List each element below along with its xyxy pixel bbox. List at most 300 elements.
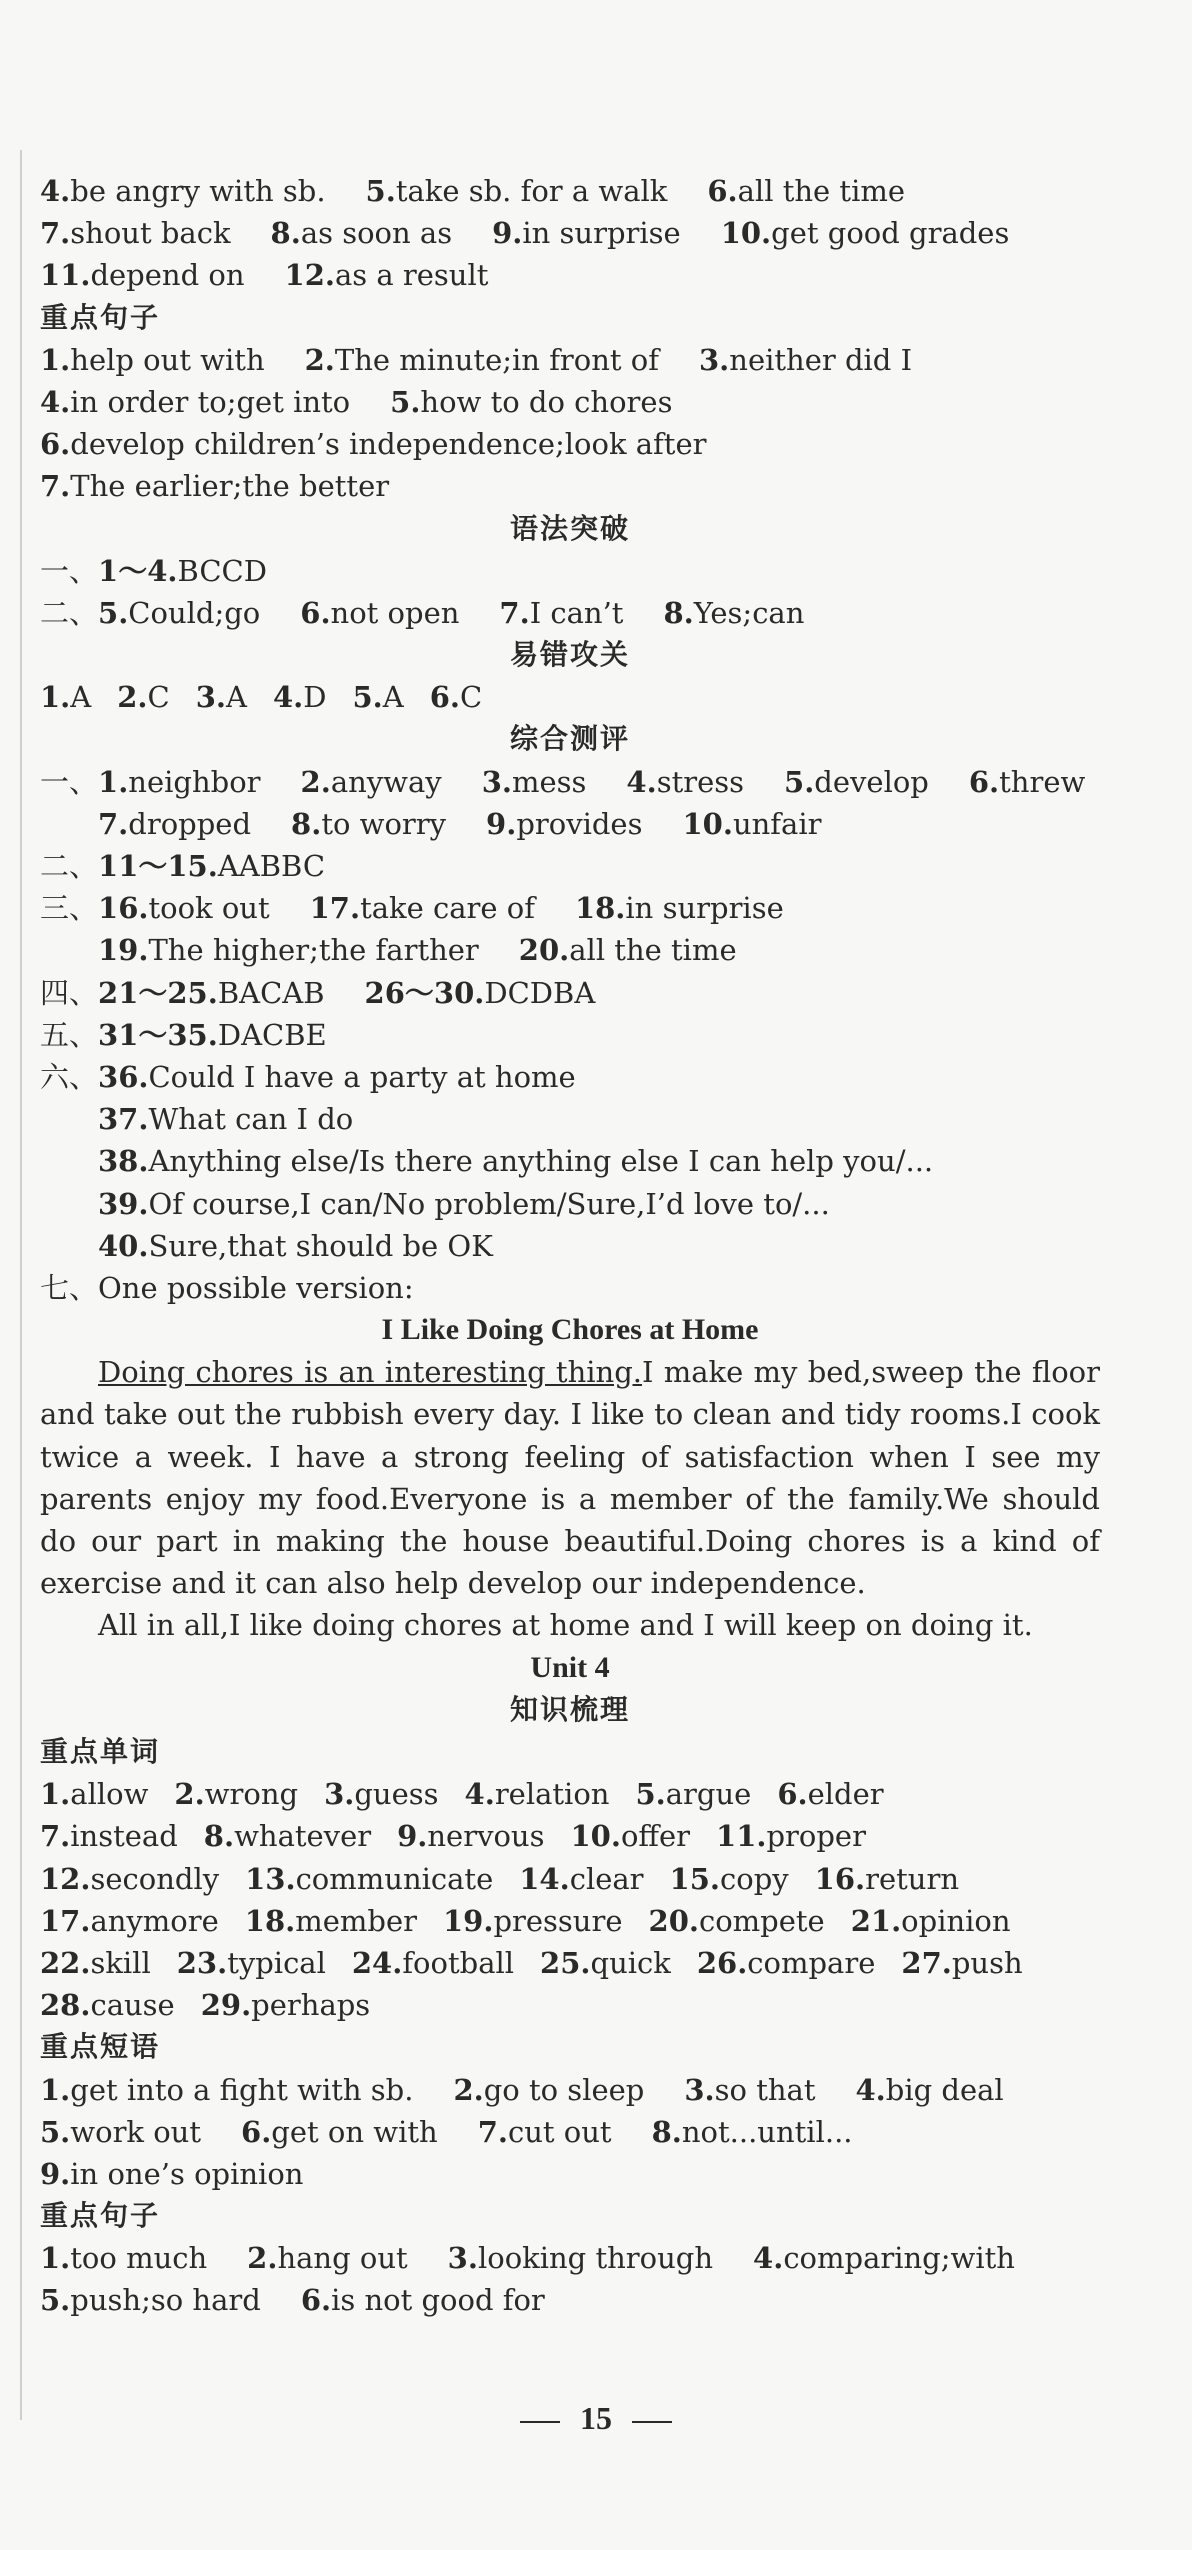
item-text: mess <box>511 764 587 799</box>
answer-line <box>40 1815 1100 1857</box>
item-text: AABBC <box>217 849 326 883</box>
item-text: clear <box>569 1861 644 1896</box>
item-number: 20. <box>648 1903 699 1938</box>
item-text: DACBE <box>217 1017 327 1052</box>
item-text: is not good for <box>331 2283 545 2318</box>
item-text: develop children’s independence;look after <box>70 427 707 462</box>
answer-item <box>682 803 821 845</box>
item-number: 17. <box>309 891 361 926</box>
item-text: so that <box>714 2072 816 2107</box>
item-number: 2. <box>174 1777 205 1812</box>
item-number: 12. <box>284 258 335 293</box>
answer-item <box>540 1942 671 1984</box>
answer-item <box>40 1900 219 1942</box>
answer-item <box>291 803 446 845</box>
item-text: football <box>402 1945 515 1980</box>
item-text: provides <box>516 806 643 841</box>
item-text: guess <box>354 1777 439 1812</box>
item-text: cut out <box>507 2114 612 2149</box>
item-number: 23. <box>176 1945 228 1980</box>
answer-line <box>40 1900 1100 1942</box>
item-number: 31～35. <box>98 1017 218 1052</box>
item-text: typical <box>227 1945 326 1980</box>
answer-item <box>453 2069 644 2111</box>
item-text: cause <box>90 1988 175 2023</box>
item-text: offer <box>620 1819 691 1854</box>
answer-item <box>98 929 479 971</box>
item-text: opinion <box>901 1903 1011 1938</box>
answer-line <box>40 887 1100 929</box>
answer-item <box>784 761 929 803</box>
item-text: Could I have a party at home <box>148 1059 576 1094</box>
item-text: get into a fight with sb. <box>70 2072 414 2107</box>
item-text: skill <box>90 1945 151 1980</box>
item-number: 2. <box>453 2072 484 2107</box>
item-number: 7. <box>40 1819 71 1854</box>
essay-title: I Like Doing Chores at Home <box>381 1313 759 1347</box>
item-text: dropped <box>128 806 252 841</box>
item-number: 1. <box>40 2072 71 2107</box>
item-text: took out <box>148 891 270 926</box>
answer-line <box>40 1942 1100 1984</box>
answer-item <box>482 761 587 803</box>
item-number: 28. <box>40 1988 91 2023</box>
item-text: shout back <box>70 216 231 251</box>
item-number: 11. <box>40 258 91 293</box>
item-text: D <box>303 680 327 715</box>
answer-item <box>40 676 91 718</box>
item-number: 12. <box>40 1861 91 1896</box>
item-number: 29. <box>200 1988 252 2023</box>
item-number: 8. <box>270 216 301 251</box>
answer-item <box>707 170 905 212</box>
answer-item <box>40 423 706 465</box>
answer-item <box>40 212 231 254</box>
item-text: depend on <box>90 258 245 293</box>
item-number: 1～4. <box>98 553 178 588</box>
answer-item <box>777 1773 883 1815</box>
answer-line <box>40 254 1100 296</box>
dash-right <box>632 2421 672 2423</box>
item-text: elder <box>807 1777 884 1812</box>
answer-line <box>40 592 1100 634</box>
essay-body <box>40 1351 1100 1646</box>
item-text: work out <box>70 2114 202 2149</box>
answer-item <box>98 972 325 1014</box>
answer-item <box>245 1858 493 1900</box>
item-text: comparing;with <box>783 2241 1015 2276</box>
answer-item <box>663 592 804 634</box>
item-number: 4. <box>464 1777 495 1812</box>
answer-item <box>570 1815 690 1857</box>
item-text: hang out <box>277 2241 408 2276</box>
answer-item <box>40 1815 178 1857</box>
answer-item <box>98 1140 933 1182</box>
unit-title: Unit 4 <box>530 1650 610 1684</box>
answer-content <box>40 170 1100 2322</box>
section-heading-key-sentences: 重点句子 <box>40 300 161 334</box>
answer-item <box>247 2237 408 2279</box>
answer-item <box>40 339 265 381</box>
answer-item <box>969 761 1085 803</box>
item-number: 3. <box>481 764 512 799</box>
answer-line <box>40 761 1100 803</box>
answer-item <box>670 1858 789 1900</box>
item-number: 10. <box>682 806 733 841</box>
item-number: 9. <box>397 1819 428 1854</box>
answer-item <box>635 1773 751 1815</box>
item-number: 4. <box>626 764 657 799</box>
answer-item <box>721 212 1010 254</box>
item-text: in surprise <box>625 891 784 926</box>
answer-item <box>177 1942 326 1984</box>
section-prefix: 一、 <box>40 764 99 799</box>
answer-item <box>365 972 596 1014</box>
answer-item <box>626 761 744 803</box>
answer-item <box>443 1900 623 1942</box>
item-number: 1. <box>98 764 129 799</box>
item-number: 19. <box>98 933 149 968</box>
answer-line <box>40 339 1100 381</box>
item-text: compete <box>698 1903 825 1938</box>
answer-item <box>855 2069 1003 2111</box>
item-text: to worry <box>321 806 447 841</box>
answer-item <box>98 803 251 845</box>
answer-item <box>273 676 327 718</box>
item-number: 22. <box>40 1945 91 1980</box>
answer-item <box>478 2111 612 2153</box>
item-number: 1. <box>40 680 71 715</box>
section-prefix: 六、 <box>40 1059 99 1094</box>
answer-line <box>40 845 1100 887</box>
item-number: 11～15. <box>98 849 218 883</box>
answer-item <box>397 1815 544 1857</box>
section-heading-errors: 易错攻关 <box>509 638 630 672</box>
item-text: DCDBA <box>484 975 596 1010</box>
answer-item <box>486 803 642 845</box>
answer-item <box>815 1858 959 1900</box>
answer-item <box>753 2237 1015 2279</box>
item-text: What can I do <box>148 1102 354 1137</box>
answer-item <box>98 761 261 803</box>
answer-item <box>40 254 245 296</box>
answer-item <box>40 1984 175 2026</box>
item-number: 20. <box>518 933 570 968</box>
answer-item <box>98 887 270 929</box>
item-text: The minute;in front of <box>334 342 659 377</box>
essay-first-sentence: Doing chores is an interesting thing. <box>98 1355 642 1390</box>
answer-line <box>40 465 1100 507</box>
answer-line <box>40 423 1100 465</box>
item-text: compare <box>747 1945 876 1980</box>
item-text: I can’t <box>529 595 624 630</box>
answer-line <box>40 1984 1100 2026</box>
item-number: 21～25. <box>98 975 218 1010</box>
item-text: Of course,I can/No problem/Sure,I’d love to/... <box>148 1186 830 1221</box>
answer-item <box>519 1858 643 1900</box>
item-text: BACAB <box>217 975 325 1010</box>
item-number: 7. <box>98 806 129 841</box>
answer-item <box>499 592 623 634</box>
item-text: be angry with sb. <box>70 174 326 208</box>
answer-item <box>851 1900 1011 1942</box>
answer-item <box>684 2069 815 2111</box>
item-text: take sb. for a walk <box>395 174 668 208</box>
item-text: not open <box>330 595 460 630</box>
item-number: 3. <box>684 2072 715 2107</box>
item-number: 3. <box>699 342 730 377</box>
item-text: go to sleep <box>483 2072 645 2107</box>
answer-item <box>196 676 247 718</box>
item-text: get good grades <box>771 216 1010 251</box>
item-number: 10. <box>570 1819 621 1854</box>
item-text: secondly <box>90 1861 220 1896</box>
page-number-text: 15 <box>580 2400 612 2436</box>
item-number: 4. <box>40 384 71 419</box>
item-number: 5. <box>40 2283 71 2318</box>
item-text: pressure <box>493 1903 623 1938</box>
item-text: argue <box>665 1777 752 1812</box>
item-number: 18. <box>574 891 626 926</box>
answer-line <box>40 212 1100 254</box>
item-number: 27. <box>901 1945 952 1980</box>
answer-item <box>285 254 489 296</box>
item-number: 8. <box>203 1819 235 1854</box>
answer-item <box>649 1900 825 1942</box>
item-number: 5. <box>352 680 383 715</box>
item-text: in order to;get into <box>70 384 351 419</box>
item-text: perhaps <box>251 1988 371 2023</box>
section-heading-knowledge: 知识梳理 <box>509 1692 630 1726</box>
section-heading-test: 综合测评 <box>509 722 630 756</box>
answer-line <box>40 972 1100 1014</box>
answer-item <box>301 2279 545 2321</box>
answer-item <box>98 1098 353 1140</box>
answer-item <box>241 2111 438 2153</box>
item-text: as a result <box>334 258 489 293</box>
item-text: as soon as <box>300 216 453 251</box>
item-text: in one’s opinion <box>70 2156 304 2191</box>
essay-paragraph-1-rest: I make my bed,sweep the floor and take out the rubbish every day. I like to clean and tidy rooms.I cook twice a week. I have a strong feeling of satisfaction when I see my parents enjoy my food.Everyone is a member of the family.We should do our part in making the house beautiful.Doing chores is a kind of exercise and it can also help develop our independence. <box>40 1355 1101 1601</box>
item-text: copy <box>720 1861 789 1896</box>
answer-line <box>40 2153 1100 2195</box>
section-prefix: 二、 <box>40 849 99 883</box>
answer-item <box>245 1900 417 1942</box>
answer-item <box>204 1815 371 1857</box>
answer-item <box>98 592 260 634</box>
item-number: 2. <box>300 764 331 799</box>
answer-item <box>40 170 326 212</box>
item-number: 7. <box>40 216 71 251</box>
item-number: 17. <box>40 1903 91 1938</box>
item-number: 19. <box>443 1903 494 1938</box>
item-text: BCCD <box>177 553 267 588</box>
answer-item <box>40 2237 207 2279</box>
item-number: 1. <box>40 1777 71 1812</box>
answer-item <box>697 1942 876 1984</box>
answer-item <box>40 2279 261 2321</box>
item-number: 7. <box>477 2114 508 2149</box>
answer-item <box>40 465 389 507</box>
answer-line <box>40 1183 1100 1225</box>
answer-item <box>575 887 784 929</box>
item-text: Sure,that should be OK <box>148 1228 493 1263</box>
answer-line <box>40 2237 1100 2279</box>
answer-item <box>301 761 442 803</box>
answer-item <box>98 845 325 887</box>
item-text: A <box>70 680 92 715</box>
item-number: 18. <box>244 1903 296 1938</box>
answer-line <box>40 1225 1100 1267</box>
item-number: 4. <box>272 680 304 715</box>
item-number: 15. <box>669 1861 720 1896</box>
item-text: help out with <box>70 342 265 377</box>
item-number: 5. <box>40 2114 71 2149</box>
section-prefix: 一、 <box>40 553 99 588</box>
answer-item <box>699 339 912 381</box>
answer-item <box>40 1773 148 1815</box>
section-heading-key-words: 重点单词 <box>40 1735 161 1769</box>
answer-line <box>40 1267 1100 1309</box>
answer-item <box>492 212 681 254</box>
answer-item <box>430 676 482 718</box>
item-number: 6. <box>707 174 738 208</box>
item-text: in surprise <box>522 216 681 251</box>
item-text: unfair <box>732 806 822 841</box>
item-number: 8. <box>291 806 322 841</box>
item-text: all the time <box>737 174 905 208</box>
answer-line <box>40 1140 1100 1182</box>
item-text: Yes;can <box>693 595 805 630</box>
item-number: 2. <box>304 342 335 377</box>
page-number <box>0 2400 1192 2437</box>
item-text: nervous <box>427 1819 545 1854</box>
item-number: 13. <box>245 1861 296 1896</box>
answer-line <box>40 803 1100 845</box>
item-text: neighbor <box>128 764 261 799</box>
item-text: return <box>865 1861 960 1896</box>
item-number: 4. <box>40 174 71 208</box>
answer-line <box>40 929 1100 971</box>
item-number: 3. <box>195 680 226 715</box>
answer-line <box>40 2069 1100 2111</box>
item-number: 26～30. <box>364 975 485 1010</box>
answer-item <box>901 1942 1022 1984</box>
item-text: develop <box>814 764 929 799</box>
item-text: allow <box>70 1777 149 1812</box>
item-text: Could;go <box>128 595 261 630</box>
item-text: push <box>951 1945 1023 1980</box>
answer-line <box>40 676 1100 718</box>
answer-line <box>40 1056 1100 1098</box>
item-text: not...until... <box>681 2114 853 2149</box>
answer-item <box>465 1773 610 1815</box>
item-text: member <box>295 1903 417 1938</box>
section-prefix: 三、 <box>40 891 99 926</box>
answer-line <box>40 381 1100 423</box>
item-number: 2. <box>247 2241 278 2276</box>
item-text: Anything else/Is there anything else I can help you/... <box>148 1144 934 1179</box>
section-heading-grammar: 语法突破 <box>509 511 630 545</box>
item-number: 1. <box>40 342 71 377</box>
item-number: 16. <box>814 1861 866 1896</box>
answer-item <box>40 381 350 423</box>
item-number: 25. <box>540 1945 591 1980</box>
item-number: 9. <box>486 806 517 841</box>
item-text: anymore <box>90 1903 219 1938</box>
answer-line <box>40 2111 1100 2153</box>
item-text: C <box>147 680 170 715</box>
item-text: A <box>382 680 404 715</box>
item-number: 5. <box>635 1777 666 1812</box>
answer-line <box>40 1014 1100 1056</box>
item-text: One possible version: <box>98 1270 414 1305</box>
essay-paragraph-2: All in all,I like doing chores at home and I will keep on doing it. <box>98 1608 1033 1643</box>
item-text: stress <box>656 764 745 799</box>
item-number: 4. <box>855 2072 886 2107</box>
item-number: 21. <box>850 1903 902 1938</box>
answer-item <box>305 339 659 381</box>
answer-item <box>98 550 267 592</box>
answer-item <box>40 2069 413 2111</box>
answer-line <box>40 1858 1100 1900</box>
answer-item <box>353 676 404 718</box>
item-text: communicate <box>295 1861 494 1896</box>
answer-line <box>40 170 1100 212</box>
item-number: 6. <box>241 2114 272 2149</box>
dash-left <box>520 2421 560 2423</box>
answer-item <box>40 2153 303 2195</box>
item-number: 38. <box>98 1144 149 1179</box>
answer-item <box>300 592 459 634</box>
answer-line <box>40 1773 1100 1815</box>
section-prefix: 五、 <box>40 1017 99 1052</box>
section-heading-key-phrases: 重点短语 <box>40 2030 161 2064</box>
item-number: 39. <box>98 1186 149 1221</box>
item-text: threw <box>999 764 1086 799</box>
item-text: The earlier;the better <box>70 469 390 504</box>
answer-item <box>40 2111 201 2153</box>
item-text: quick <box>590 1945 671 1980</box>
item-number: 8. <box>663 595 694 630</box>
item-number: 7. <box>40 469 71 504</box>
item-text: get on with <box>271 2114 438 2149</box>
item-text: how to do chores <box>420 384 673 419</box>
answer-item <box>310 887 535 929</box>
answer-item <box>98 1014 327 1056</box>
item-number: 3. <box>324 1777 355 1812</box>
answer-item <box>98 1267 414 1309</box>
item-text: The higher;the farther <box>148 933 479 968</box>
item-number: 6. <box>300 595 331 630</box>
item-number: 36. <box>98 1059 149 1094</box>
item-text: looking through <box>477 2241 714 2276</box>
item-text: anyway <box>330 764 442 799</box>
item-number: 9. <box>40 2156 71 2191</box>
answer-item <box>271 212 453 254</box>
answer-item <box>98 1225 493 1267</box>
item-number: 6. <box>429 680 461 715</box>
item-number: 6. <box>968 764 1000 799</box>
item-text: too much <box>70 2241 208 2276</box>
item-text: neither did I <box>729 342 913 377</box>
item-text: wrong <box>204 1777 299 1812</box>
answer-item <box>390 381 672 423</box>
answer-item <box>40 1942 151 1984</box>
item-text: proper <box>766 1819 866 1854</box>
essay-paragraph-1 <box>40 1351 1100 1604</box>
item-number: 7. <box>499 595 530 630</box>
